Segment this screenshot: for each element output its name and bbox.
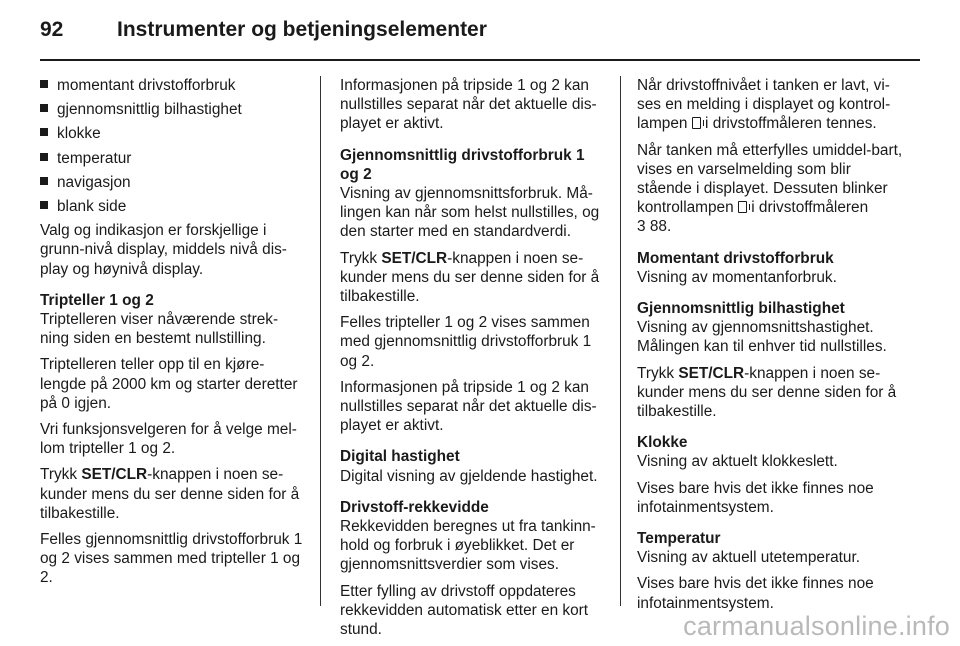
header-divider bbox=[40, 59, 920, 61]
paragraph: Når drivstoffnivået i tanken er lavt, vi-ses en melding i displayet og kontrol-lampen i drivstoffmåleren tennes. bbox=[637, 77, 891, 133]
paragraph: Felles tripteller 1 og 2 vises sammen med gjennomsnittlig drivstofforbruk 1 og 2. bbox=[340, 314, 592, 370]
bullet-square-icon bbox=[40, 153, 48, 161]
button-name: SET/CLR bbox=[381, 249, 448, 267]
paragraph: Visning av gjennomsnittshastighet. Målingen kan til enhver tid nullstilles. bbox=[637, 319, 887, 356]
section-heading-hastighet: Gjennomsnittlig bilhastighet bbox=[637, 300, 845, 318]
bullet-square-icon bbox=[40, 201, 48, 209]
list-item: temperatur bbox=[40, 149, 306, 168]
paragraph: Felles gjennomsnittlig drivstofforbruk 1 og 2 vises sammen med tripteller 1 og 2. bbox=[40, 531, 303, 587]
section-heading-momentant: Momentant drivstofforbruk bbox=[637, 249, 834, 267]
column-1 bbox=[40, 76, 306, 595]
paragraph: Trykk SET/CLR-knappen i noen se-kunder mens du ser denne siden for å tilbakestille. bbox=[637, 364, 897, 421]
paragraph: Visning av gjennomsnittsforbruk. Må-lingen kan når som helst nullstilles, og den starter med en standardverdi. bbox=[340, 185, 600, 241]
list-item: navigasjon bbox=[40, 173, 306, 192]
paragraph: Vises bare hvis det ikke finnes noe infotainmentsystem. bbox=[637, 479, 874, 516]
paragraph: Trykk SET/CLR-knappen i noen se-kunder mens du ser denne siden for å tilbakestille. bbox=[40, 466, 300, 522]
list-item: gjennomsnittlig bilhastighet bbox=[40, 100, 306, 119]
display-options-list bbox=[40, 76, 306, 216]
page-number: 92 bbox=[40, 18, 64, 41]
column-2 bbox=[340, 76, 606, 646]
paragraph: Etter fylling av drivstoff oppdateres rekkevidden automatisk etter en kort stund. bbox=[340, 582, 589, 639]
section-heading-rekkevidde: Drivstoff-rekkevidde bbox=[340, 498, 489, 516]
section-heading-klokke: Klokke bbox=[637, 434, 688, 452]
column-3 bbox=[637, 76, 903, 620]
bullet-square-icon bbox=[40, 104, 48, 112]
paragraph: Visning av momentanforbruk. bbox=[637, 268, 837, 286]
paragraph: Informasjonen på tripside 1 og 2 kan nullstilles separat når det aktuelle dis-playet er aktivt. bbox=[340, 378, 597, 435]
bullet-square-icon bbox=[40, 80, 48, 88]
paragraph: Trykk SET/CLR-knappen i noen se-kunder mens du ser denne siden for å tilbakestille. bbox=[340, 249, 600, 306]
paragraph: Visning av aktuell utetemperatur. bbox=[637, 549, 861, 567]
paragraph: Triptelleren viser nåværende strek-ning siden en bestemt nullstilling. bbox=[40, 311, 279, 348]
button-name: SET/CLR bbox=[678, 364, 745, 382]
paragraph: Rekkevidden beregnes ut fra tankinn-hold og forbruk i øyeblikket. Det er gjennomsnittsverdier som vises. bbox=[340, 518, 596, 574]
paragraph: Vises bare hvis det ikke finnes noe infotainmentsystem. bbox=[637, 575, 874, 612]
bullet-square-icon bbox=[40, 177, 48, 185]
paragraph: Valg og indikasjon er forskjellige i grunn-nivå display, middels nivå dis-play og høynivå display. bbox=[40, 222, 287, 278]
list-item: momentant drivstofforbruk bbox=[40, 76, 306, 95]
list-item: klokke bbox=[40, 124, 306, 143]
fuel-pump-icon bbox=[692, 117, 701, 129]
section-heading-digital: Digital hastighet bbox=[340, 448, 460, 466]
page-title: Instrumenter og betjeningselementer bbox=[117, 18, 487, 41]
column-divider-2 bbox=[620, 76, 621, 606]
button-name: SET/CLR bbox=[81, 466, 148, 484]
section-heading-forbruk: Gjennomsnittlig drivstofforbruk 1 og 2 bbox=[340, 146, 585, 183]
fuel-pump-icon bbox=[738, 201, 747, 213]
column-divider-1 bbox=[320, 76, 321, 606]
section-heading-tripteller: Tripteller 1 og 2 bbox=[40, 291, 154, 309]
page-reference: 3 88. bbox=[637, 218, 672, 236]
paragraph: Vri funksjonsvelgeren for å velge mel-lom tripteller 1 og 2. bbox=[40, 421, 297, 458]
list-item: blank side bbox=[40, 197, 306, 216]
paragraph: Digital visning av gjeldende hastighet. bbox=[340, 467, 598, 485]
paragraph: Når tanken må etterfylles umiddel-bart, vises en varselmelding som blir stående i displayet. Dessuten blinker kontrollampen i drivstoffmåleren 3 88. bbox=[637, 141, 903, 236]
paragraph: Visning av aktuelt klokkeslett. bbox=[637, 453, 838, 471]
paragraph: Informasjonen på tripside 1 og 2 kan nullstilles separat når det aktuelle dis-playet er aktivt. bbox=[340, 77, 597, 133]
section-heading-temperatur: Temperatur bbox=[637, 530, 721, 548]
watermark: carmanualsonline.info bbox=[683, 611, 950, 641]
bullet-square-icon bbox=[40, 128, 48, 136]
paragraph: Triptelleren teller opp til en kjøre-lengde på 2000 km og starter deretter på 0 igjen. bbox=[40, 356, 298, 412]
